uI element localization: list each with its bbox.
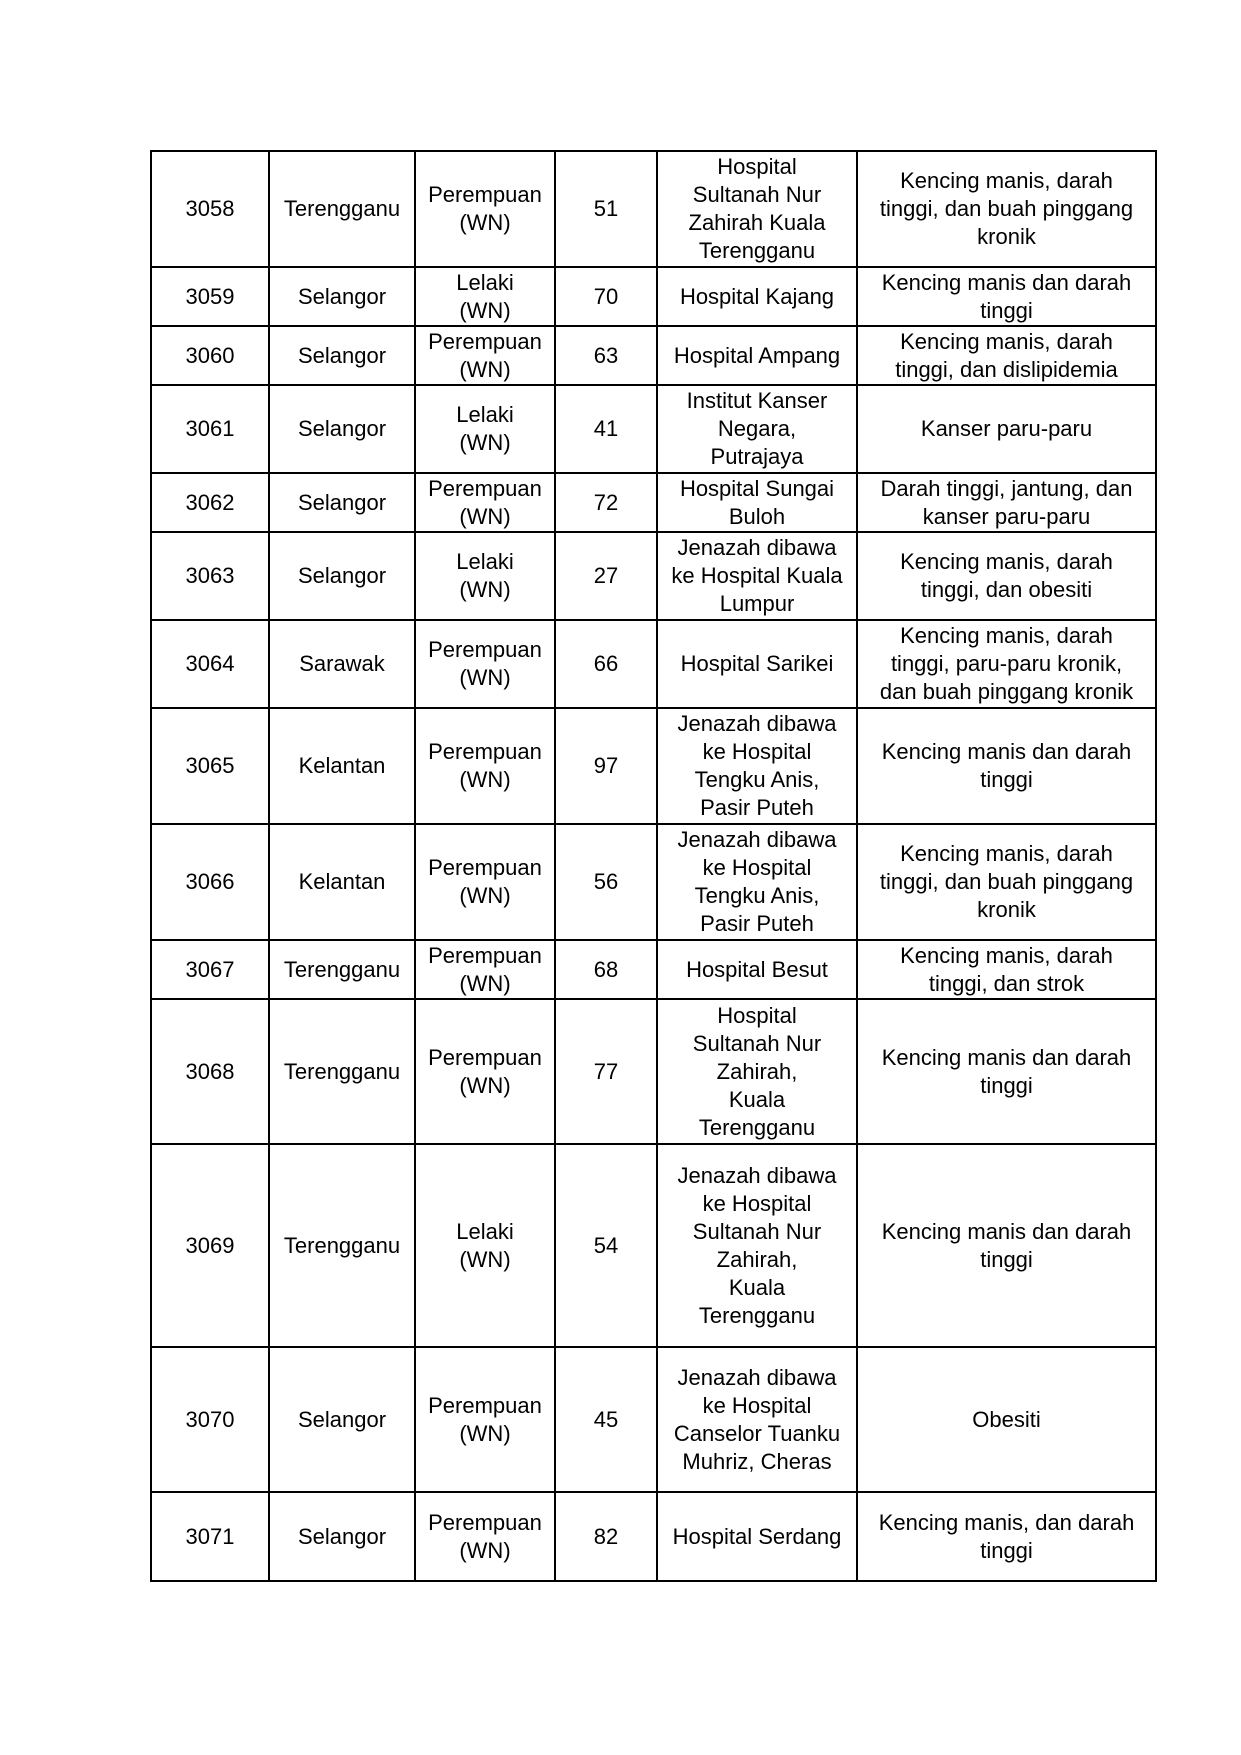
case-number-cell: 3061 [151, 385, 269, 473]
table-row [151, 1492, 1156, 1581]
case-number-cell: 3067 [151, 940, 269, 999]
gender-cell: Perempuan (WN) [415, 151, 555, 267]
table-row [151, 999, 1156, 1144]
state-cell: Terengganu [269, 940, 415, 999]
hospital-cell: Institut Kanser Negara, Putrajaya [657, 385, 857, 473]
age-cell: 66 [555, 620, 657, 708]
gender-cell: Perempuan (WN) [415, 999, 555, 1144]
hospital-cell: Jenazah dibawa ke Hospital Canselor Tuanku Muhriz, Cheras [657, 1347, 857, 1492]
case-number-cell: 3065 [151, 708, 269, 824]
age-cell: 45 [555, 1347, 657, 1492]
state-cell: Kelantan [269, 824, 415, 940]
hospital-cell: Hospital Sungai Buloh [657, 473, 857, 532]
case-number-cell: 3060 [151, 326, 269, 385]
age-cell: 41 [555, 385, 657, 473]
table-row [151, 326, 1156, 385]
age-cell: 56 [555, 824, 657, 940]
case-number-cell: 3059 [151, 267, 269, 326]
table-row [151, 824, 1156, 940]
table-row [151, 532, 1156, 620]
case-number-cell: 3069 [151, 1144, 269, 1347]
hospital-cell: Jenazah dibawa ke Hospital Tengku Anis, Pasir Puteh [657, 708, 857, 824]
case-number-cell: 3062 [151, 473, 269, 532]
table-row [151, 385, 1156, 473]
state-cell: Selangor [269, 1347, 415, 1492]
state-cell: Selangor [269, 1492, 415, 1581]
gender-cell: Perempuan (WN) [415, 940, 555, 999]
gender-cell: Perempuan (WN) [415, 620, 555, 708]
conditions-cell: Kencing manis, darah tinggi, dan obesiti [857, 532, 1156, 620]
table-row [151, 620, 1156, 708]
age-cell: 51 [555, 151, 657, 267]
state-cell: Selangor [269, 385, 415, 473]
state-cell: Kelantan [269, 708, 415, 824]
conditions-cell: Kencing manis, darah tinggi, dan strok [857, 940, 1156, 999]
age-cell: 27 [555, 532, 657, 620]
case-number-cell: 3070 [151, 1347, 269, 1492]
hospital-cell: Hospital Sultanah Nur Zahirah, Kuala Terengganu [657, 999, 857, 1144]
state-cell: Sarawak [269, 620, 415, 708]
state-cell: Selangor [269, 326, 415, 385]
gender-cell: Perempuan (WN) [415, 1347, 555, 1492]
conditions-cell: Kencing manis, darah tinggi, dan dislipidemia [857, 326, 1156, 385]
conditions-cell: Kencing manis, darah tinggi, dan buah pinggang kronik [857, 151, 1156, 267]
hospital-cell: Hospital Kajang [657, 267, 857, 326]
state-cell: Terengganu [269, 151, 415, 267]
table-row [151, 151, 1156, 267]
state-cell: Selangor [269, 473, 415, 532]
conditions-cell: Kencing manis, darah tinggi, paru-paru kronik, dan buah pinggang kronik [857, 620, 1156, 708]
state-cell: Terengganu [269, 999, 415, 1144]
hospital-cell: Hospital Serdang [657, 1492, 857, 1581]
hospital-cell: Hospital Ampang [657, 326, 857, 385]
table-row [151, 473, 1156, 532]
conditions-cell: Kencing manis, dan darah tinggi [857, 1492, 1156, 1581]
age-cell: 54 [555, 1144, 657, 1347]
case-number-cell: 3068 [151, 999, 269, 1144]
case-number-cell: 3066 [151, 824, 269, 940]
hospital-cell: Jenazah dibawa ke Hospital Tengku Anis, Pasir Puteh [657, 824, 857, 940]
gender-cell: Lelaki (WN) [415, 532, 555, 620]
case-number-cell: 3063 [151, 532, 269, 620]
table-row [151, 940, 1156, 999]
age-cell: 97 [555, 708, 657, 824]
age-cell: 72 [555, 473, 657, 532]
age-cell: 70 [555, 267, 657, 326]
conditions-cell: Kanser paru-paru [857, 385, 1156, 473]
gender-cell: Perempuan (WN) [415, 326, 555, 385]
age-cell: 82 [555, 1492, 657, 1581]
cases-table [150, 150, 1157, 1582]
hospital-cell: Hospital Sarikei [657, 620, 857, 708]
state-cell: Selangor [269, 532, 415, 620]
gender-cell: Lelaki (WN) [415, 267, 555, 326]
age-cell: 68 [555, 940, 657, 999]
conditions-cell: Kencing manis dan darah tinggi [857, 267, 1156, 326]
gender-cell: Perempuan (WN) [415, 1492, 555, 1581]
age-cell: 63 [555, 326, 657, 385]
table-row [151, 1347, 1156, 1492]
table-row [151, 1144, 1156, 1347]
case-number-cell: 3064 [151, 620, 269, 708]
gender-cell: Perempuan (WN) [415, 824, 555, 940]
conditions-cell: Kencing manis, darah tinggi, dan buah pinggang kronik [857, 824, 1156, 940]
hospital-cell: Hospital Sultanah Nur Zahirah Kuala Terengganu [657, 151, 857, 267]
conditions-cell: Kencing manis dan darah tinggi [857, 708, 1156, 824]
table-row [151, 708, 1156, 824]
case-number-cell: 3071 [151, 1492, 269, 1581]
state-cell: Selangor [269, 267, 415, 326]
conditions-cell: Kencing manis dan darah tinggi [857, 999, 1156, 1144]
case-number-cell: 3058 [151, 151, 269, 267]
conditions-cell: Darah tinggi, jantung, dan kanser paru-paru [857, 473, 1156, 532]
gender-cell: Perempuan (WN) [415, 708, 555, 824]
state-cell: Terengganu [269, 1144, 415, 1347]
hospital-cell: Jenazah dibawa ke Hospital Kuala Lumpur [657, 532, 857, 620]
gender-cell: Perempuan (WN) [415, 473, 555, 532]
conditions-cell: Obesiti [857, 1347, 1156, 1492]
table-row [151, 267, 1156, 326]
hospital-cell: Jenazah dibawa ke Hospital Sultanah Nur Zahirah, Kuala Terengganu [657, 1144, 857, 1347]
age-cell: 77 [555, 999, 657, 1144]
table-body [151, 151, 1156, 1581]
conditions-cell: Kencing manis dan darah tinggi [857, 1144, 1156, 1347]
gender-cell: Lelaki (WN) [415, 1144, 555, 1347]
hospital-cell: Hospital Besut [657, 940, 857, 999]
gender-cell: Lelaki (WN) [415, 385, 555, 473]
